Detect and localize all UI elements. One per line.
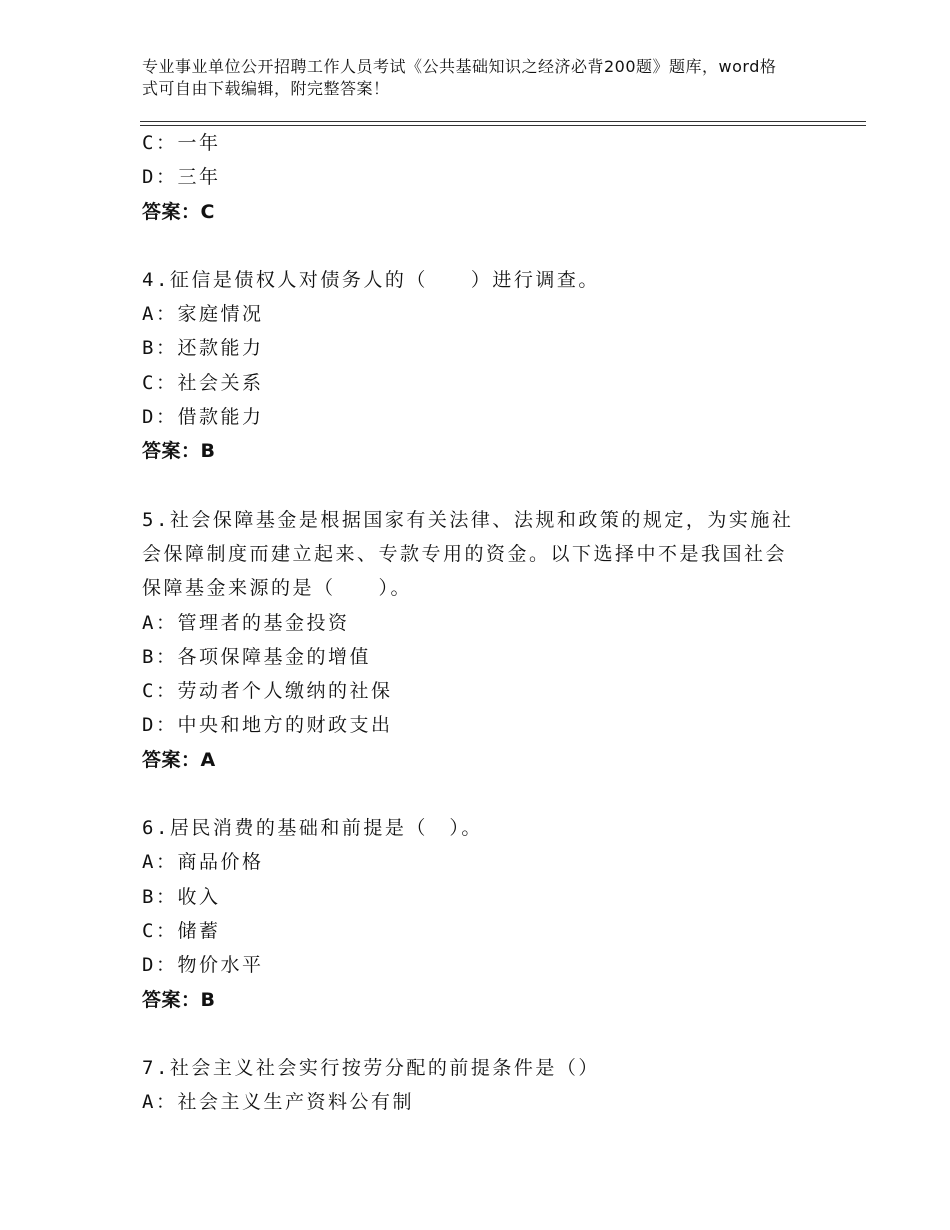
- question-stem: 6.居民消费的基础和前提是（ ）。: [142, 817, 483, 840]
- option-c: C：一年: [142, 132, 221, 154]
- spacer: [142, 469, 802, 503]
- option-c: C：储蓄: [142, 919, 221, 942]
- question-continued: [142, 126, 802, 229]
- header-rule-thick: [140, 121, 866, 122]
- option-c: C：劳动者个人缴纳的社保: [142, 680, 393, 703]
- option-b: B：各项保障基金的增值: [142, 645, 371, 668]
- answer-line: 答案：A: [142, 748, 216, 771]
- option-b: B：还款能力: [142, 337, 264, 360]
- question-5: [142, 503, 802, 777]
- option-c: C：社会关系: [142, 371, 264, 394]
- question-stem: 7.社会主义社会实行按劳分配的前提条件是（）: [142, 1056, 600, 1079]
- question-list: [142, 126, 802, 1119]
- spacer: [142, 229, 802, 263]
- question-4: [142, 263, 802, 469]
- document-header: [142, 56, 782, 100]
- option-a: A：管理者的基金投资: [142, 611, 350, 634]
- answer-line: 答案：B: [142, 440, 216, 463]
- option-a: A：社会主义生产资料公有制: [142, 1091, 414, 1114]
- option-a: A：家庭情况: [142, 303, 264, 326]
- option-d: D：借款能力: [142, 406, 264, 429]
- question-6: [142, 811, 802, 1017]
- question-stem: 5.社会保障基金是根据国家有关法律、法规和政策的规定，为实施社会保障制度而建立起来、专款专用的资金。以下选择中不是我国社会保障基金来源的是（ ）。: [142, 508, 794, 600]
- option-d: D：物价水平: [142, 954, 264, 977]
- spacer: [142, 1017, 802, 1051]
- spacer: [142, 777, 802, 811]
- option-d: D：中央和地方的财政支出: [142, 714, 393, 737]
- option-a: A：商品价格: [142, 851, 264, 874]
- option-d: D：三年: [142, 166, 221, 189]
- question-7: [142, 1051, 802, 1120]
- option-b: B：收入: [142, 885, 221, 908]
- answer-line: 答案：B: [142, 988, 216, 1011]
- answer-line: 答案：C: [142, 200, 215, 223]
- question-stem: 4.征信是债权人对债务人的（ ）进行调查。: [142, 268, 600, 291]
- document-title: 专业事业单位公开招聘工作人员考试《公共基础知识之经济必背200题》题库，word格式可自由下载编辑，附完整答案！: [142, 57, 777, 98]
